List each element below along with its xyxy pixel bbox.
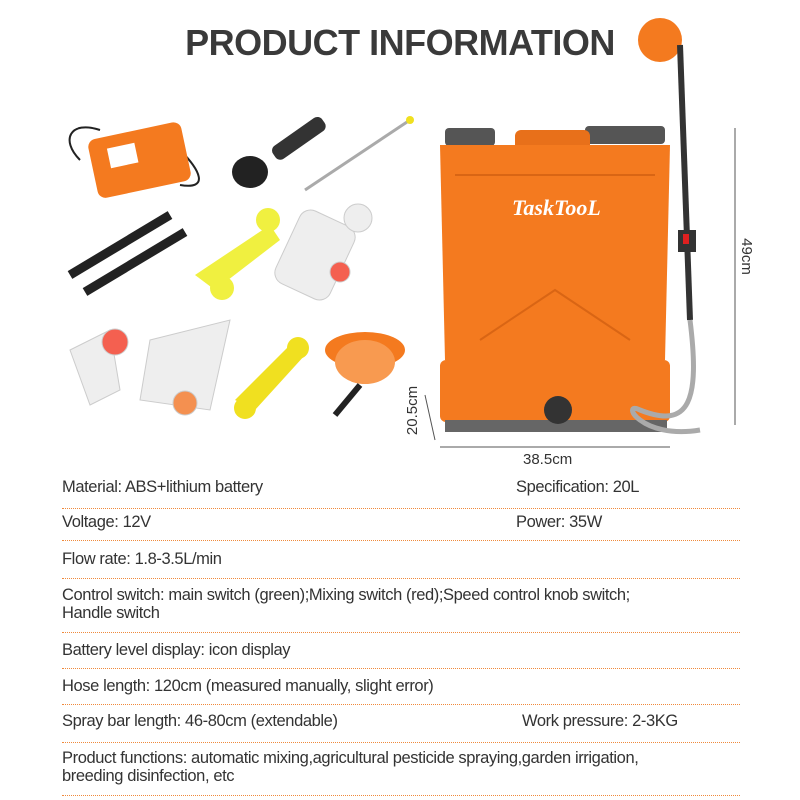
spec-control-switch-cont: Handle switch: [62, 604, 160, 622]
spec-row: [62, 677, 740, 705]
spec-row: [62, 641, 740, 669]
spec-product-functions: Product functions: automatic mixing,agricultural pesticide spraying,garden irrigation,: [62, 749, 639, 767]
depth-dimension: 20.5cm: [404, 385, 422, 436]
straps-image: [70, 215, 185, 292]
spray-cap: [325, 332, 405, 415]
spec-specification: Specification: 20L: [516, 478, 640, 496]
nozzle-yellow-2: [234, 337, 309, 419]
spec-flow-rate: Flow rate: 1.8-3.5L/min: [62, 550, 222, 568]
nozzle-elbow: [70, 329, 128, 405]
width-dimension: 38.5cm: [523, 451, 573, 468]
sprayer-tank: [440, 126, 670, 432]
spec-row: [62, 749, 740, 796]
page-title: PRODUCT INFORMATION: [185, 22, 615, 63]
spec-power: Power: 35W: [516, 513, 602, 531]
spec-hose-length: Hose length: 120cm (measured manually, slight error): [62, 677, 434, 695]
height-dimension: 49cm: [737, 238, 755, 275]
spec-voltage: Voltage: 12V: [62, 513, 151, 531]
spec-battery-display: Battery level display: icon display: [62, 641, 291, 659]
spec-control-switch: Control switch: main switch (green);Mixing switch (red);Speed control knob switch;: [62, 586, 630, 604]
spec-row: [62, 478, 740, 509]
spec-spray-bar-length: Spray bar length: 46-80cm (extendable): [62, 712, 338, 730]
charger-image: [70, 121, 199, 199]
nozzle-yellow: [195, 208, 280, 300]
handle-image: [232, 115, 328, 188]
nozzle-cone: [140, 320, 230, 415]
spec-row: [62, 712, 740, 743]
nozzle-white: [271, 204, 372, 304]
spec-row: [62, 513, 740, 541]
spec-product-functions-cont: breeding disinfection, etc: [62, 767, 235, 785]
brand-logo: TaskTooL: [512, 195, 601, 220]
spec-row: [62, 586, 740, 633]
spec-row: [62, 550, 740, 579]
spec-work-pressure: Work pressure: 2-3KG: [522, 712, 678, 730]
spec-material: Material: ABS+lithium battery: [62, 478, 263, 496]
